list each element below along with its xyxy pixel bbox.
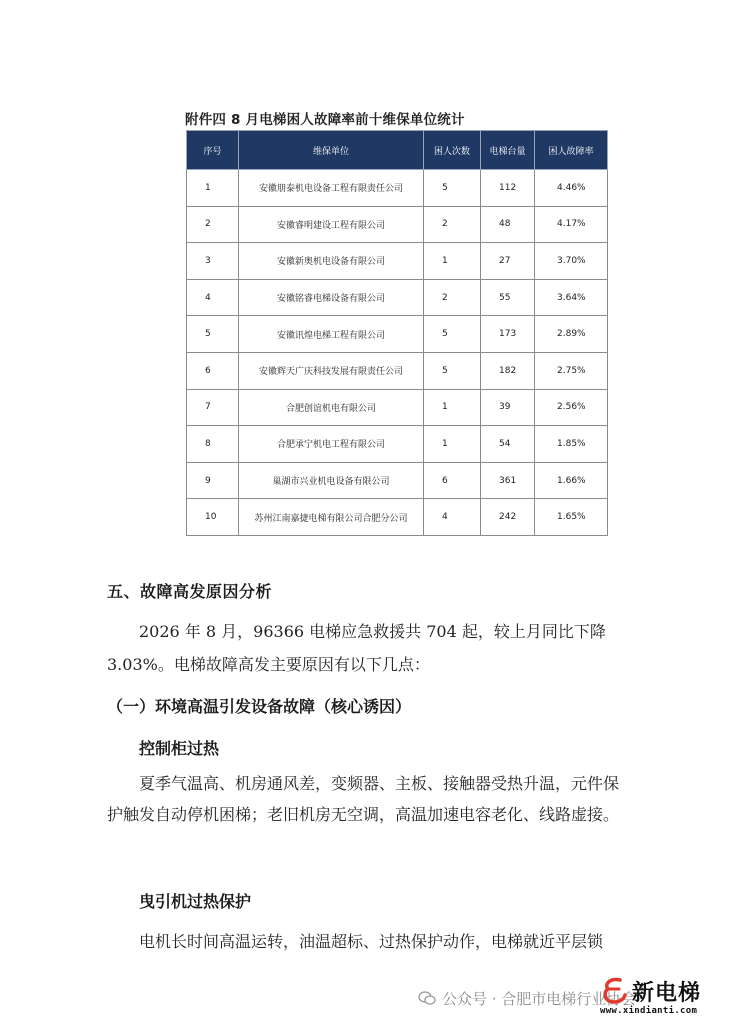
- cell-elevators: 55: [481, 279, 535, 316]
- cell-unit: 安徽铭睿电梯设备有限公司: [239, 279, 424, 316]
- cell-no: 10: [187, 499, 239, 536]
- item-text-traction-machine: 电机长时间高温运转，油温超标、过热保护动作，电梯就近平层锁: [139, 932, 604, 951]
- table-header-row: [187, 131, 608, 170]
- cell-rate: 2.56%: [535, 389, 608, 426]
- cell-elevators: 182: [481, 352, 535, 389]
- header-no: 序号: [187, 131, 239, 170]
- cell-no: 3: [187, 243, 239, 280]
- table-row: [187, 316, 608, 353]
- cell-no: 8: [187, 426, 239, 463]
- cell-rate: 1.66%: [535, 462, 608, 499]
- cell-unit: 安徽睿明建设工程有限公司: [239, 206, 424, 243]
- header-unit: 维保单位: [239, 131, 424, 170]
- cell-no: 9: [187, 462, 239, 499]
- cell-trapped: 5: [424, 352, 481, 389]
- table-row: [187, 426, 608, 463]
- cell-no: 4: [187, 279, 239, 316]
- cell-no: 5: [187, 316, 239, 353]
- cell-rate: 2.75%: [535, 352, 608, 389]
- brand-logo-icon: [600, 976, 630, 1006]
- header-rate: 困人故障率: [535, 131, 608, 170]
- cell-trapped: 1: [424, 243, 481, 280]
- cell-rate: 2.89%: [535, 316, 608, 353]
- cell-elevators: 48: [481, 206, 535, 243]
- cell-trapped: 5: [424, 170, 481, 207]
- watermark-text: 公众号 · 合肥市电梯行业协会: [442, 990, 637, 1008]
- cell-unit: 合肥承宁机电工程有限公司: [239, 426, 424, 463]
- cell-unit: 安徽辉天广庆科技发展有限责任公司: [239, 352, 424, 389]
- header-trapped: 困人次数: [424, 131, 481, 170]
- cell-rate: 4.17%: [535, 206, 608, 243]
- cell-trapped: 6: [424, 462, 481, 499]
- cell-elevators: 242: [481, 499, 535, 536]
- cell-unit: 合肥创谊机电有限公司: [239, 389, 424, 426]
- cell-unit: 安徽新奥机电设备有限公司: [239, 243, 424, 280]
- cell-elevators: 112: [481, 170, 535, 207]
- cell-rate: 1.65%: [535, 499, 608, 536]
- item-heading-control-cabinet: 控制柜过热: [139, 739, 220, 758]
- brand-logo-block: [600, 976, 732, 1024]
- cell-trapped: 2: [424, 279, 481, 316]
- cell-no: 2: [187, 206, 239, 243]
- cell-elevators: 27: [481, 243, 535, 280]
- cell-elevators: 173: [481, 316, 535, 353]
- wechat-icon: [418, 991, 436, 1006]
- cell-unit: 苏州江南嘉捷电梯有限公司合肥分公司: [239, 499, 424, 536]
- table-row: [187, 243, 608, 280]
- cell-unit: 安徽讯煌电梯工程有限公司: [239, 316, 424, 353]
- cell-rate: 1.85%: [535, 426, 608, 463]
- cell-elevators: 39: [481, 389, 535, 426]
- item-heading-traction-machine: 曳引机过热保护: [139, 892, 252, 911]
- cell-unit: 巢湖市兴业机电设备有限公司: [239, 462, 424, 499]
- cell-elevators: 361: [481, 462, 535, 499]
- cell-no: 1: [187, 170, 239, 207]
- cell-unit: 安徽朋泰机电设备工程有限责任公司: [239, 170, 424, 207]
- table-row: [187, 170, 608, 207]
- header-elevators: 电梯台量: [481, 131, 535, 170]
- item-text-control-cabinet: 夏季气温高、机房通风差，变频器、主板、接触器受热升温，元件保护触发自动停机困梯；老旧机房无空调，高温加速电容老化、线路虚接。: [107, 774, 620, 824]
- cell-no: 6: [187, 352, 239, 389]
- subsection-heading: （一）环境高温引发设备故障（核心诱因）: [107, 697, 412, 716]
- cell-trapped: 1: [424, 426, 481, 463]
- cell-trapped: 1: [424, 389, 481, 426]
- brand-name: 新电梯: [632, 981, 702, 1006]
- cell-rate: 4.46%: [535, 170, 608, 207]
- maintenance-stats-table: [186, 130, 608, 536]
- table-body: [187, 170, 608, 536]
- table-row: [187, 206, 608, 243]
- cell-no: 7: [187, 389, 239, 426]
- cell-rate: 3.70%: [535, 243, 608, 280]
- cell-trapped: 4: [424, 499, 481, 536]
- table-row: [187, 499, 608, 536]
- table-row: [187, 279, 608, 316]
- table-row: [187, 462, 608, 499]
- intro-paragraph: 2026 年 8 月，96366 电梯应急救援共 704 起，较上月同比下降 3.03%。电梯故障高发主要原因有以下几点：: [107, 622, 606, 674]
- cell-elevators: 54: [481, 426, 535, 463]
- cell-rate: 3.64%: [535, 279, 608, 316]
- table-row: [187, 352, 608, 389]
- brand-url: www.xindianti.com: [600, 1006, 698, 1016]
- section-heading: 五、故障高发原因分析: [107, 582, 273, 601]
- table-caption: 附件四 8 月电梯困人故障率前十维保单位统计: [185, 112, 465, 128]
- cell-trapped: 2: [424, 206, 481, 243]
- table-row: [187, 389, 608, 426]
- cell-trapped: 5: [424, 316, 481, 353]
